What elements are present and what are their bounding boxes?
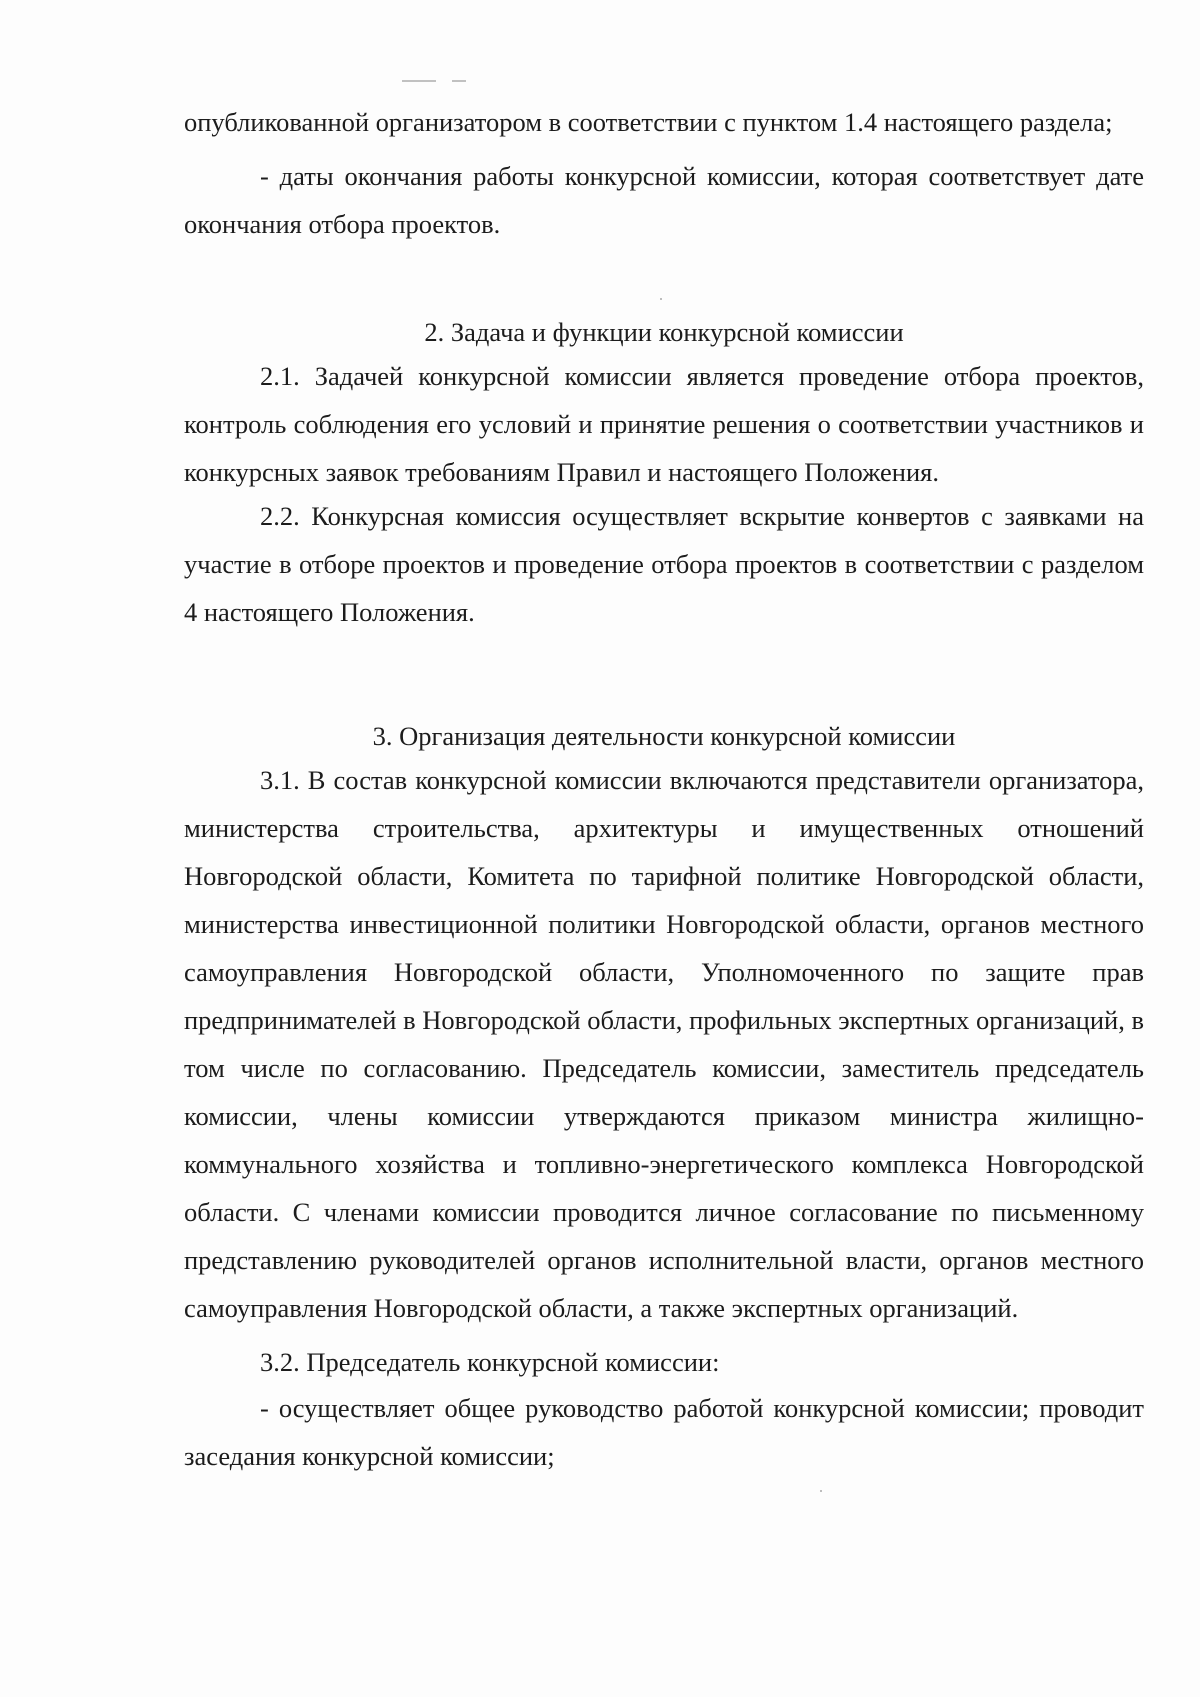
section-heading-3: 3. Организация деятельности конкурсной комиссии bbox=[372, 721, 956, 751]
scan-artifact bbox=[402, 80, 436, 82]
scan-artifact bbox=[660, 298, 662, 300]
scan-artifact bbox=[820, 1490, 822, 1492]
document-body bbox=[184, 98, 1144, 248]
section-3 bbox=[184, 712, 1144, 1480]
paragraph-3-2: 3.2. Председатель конкурсной комиссии: bbox=[260, 1347, 720, 1377]
paragraph-3-2-a: - осуществляет общее руководство работой конкурсной комиссии; проводит заседания конкурсной комиссии; bbox=[184, 1393, 1144, 1471]
paragraph-2-2: 2.2. Конкурсная комиссия осуществляет вскрытие конвертов с заявками на участие в отборе проектов и проведение отбора проектов в соответствии с разделом 4 настоящего Положения. bbox=[184, 501, 1144, 627]
section-heading-2: 2. Задача и функции конкурсной комиссии bbox=[424, 317, 904, 347]
paragraph-2-1: 2.1. Задачей конкурсной комиссии является проведение отбора проектов, контроль соблюдения его условий и принятие решения о соответствии участников и конкурсных заявок требованиям Правил и настоящего Положения. bbox=[184, 361, 1144, 487]
section-2 bbox=[184, 308, 1144, 636]
scan-artifact bbox=[452, 80, 466, 82]
paragraph-3-1: 3.1. В состав конкурсной комиссии включаются представители организатора, министерства строительства, архитектуры и имущественных отношений Новгородской области, Комитета по тарифной политике Новгородской области, министерства инвестиционной политики Новгородской области, органов местного самоуправления Новгородской области, Уполномоченного по защите прав предпринимателей в Новгородской области, профильных экспертных организаций, в том числе по согласованию. Председатель комиссии, заместитель председатель комиссии, члены комиссии утверждаются приказом министра жилищно-коммунального хозяйства и топливно-энергетического комплекса Новгородской области. С членами комиссии проводится личное согласование по письменному представлению руководителей органов исполнительной власти, органов местного самоуправления Новгородской области, а также экспертных организаций. bbox=[184, 765, 1144, 1323]
paragraph-end-date: - даты окончания работы конкурсной комиссии, которая соответствует дате окончания отбора проектов. bbox=[184, 161, 1144, 239]
paragraph-continuation: опубликованной организатором в соответствии с пунктом 1.4 настоящего раздела; bbox=[184, 107, 1113, 137]
